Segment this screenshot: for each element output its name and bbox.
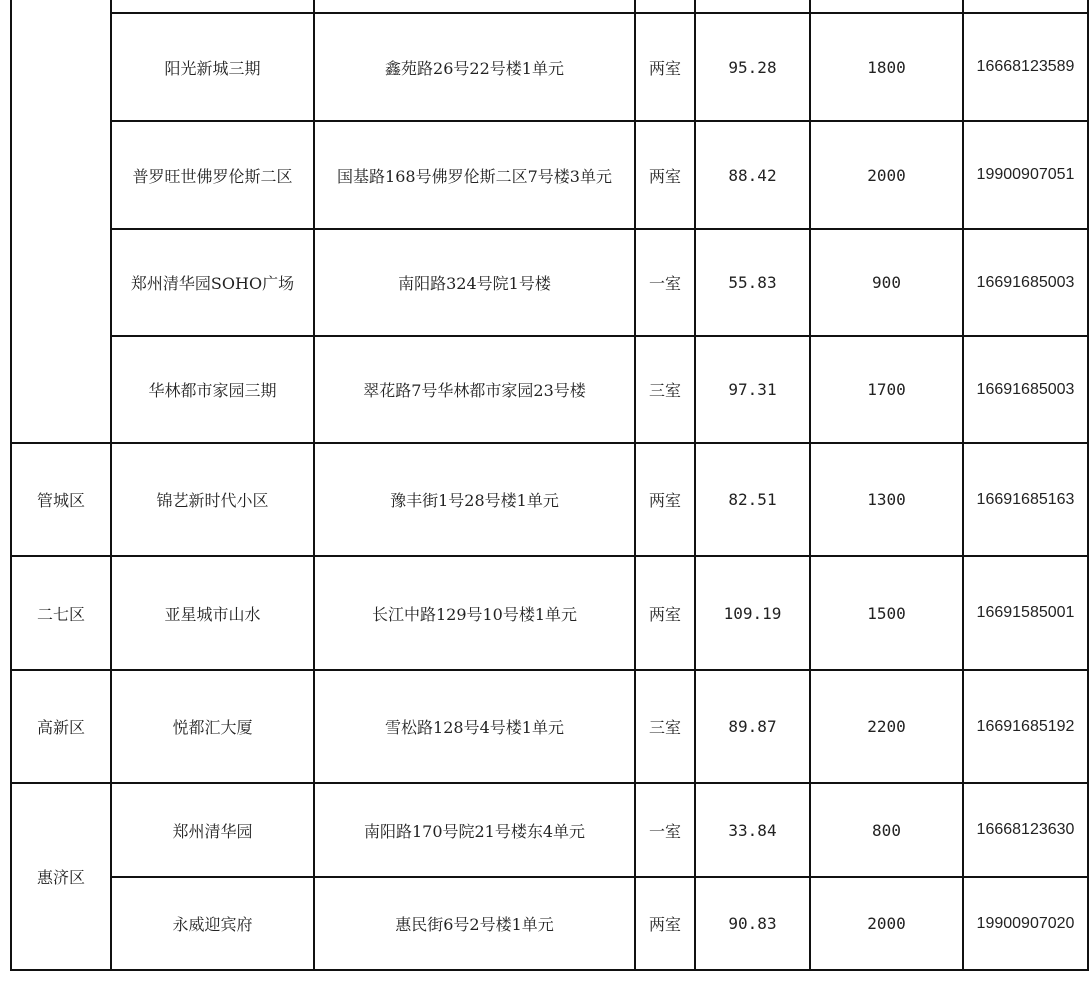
address-cell: 翠花路7号华林都市家园23号楼 (314, 336, 635, 443)
phone-cell: 16691685192 (963, 670, 1088, 783)
area-cell: 95.28 (695, 13, 810, 121)
phone-cell: 16691585001 (963, 556, 1088, 670)
table-row (11, 556, 1088, 670)
layout-cell: 一室 (635, 783, 695, 877)
district-cell: 管城区 (11, 443, 111, 556)
address-cell: 鑫苑路26号22号楼1单元 (314, 13, 635, 121)
complex-cell: 悦都汇大厦 (111, 670, 314, 783)
area-cell: 90.83 (695, 877, 810, 970)
layout-cell: 两室 (635, 121, 695, 229)
complex-cell: 郑州清华园 (111, 783, 314, 877)
district-cell: 二七区 (11, 556, 111, 670)
rent-cell: 800 (810, 783, 963, 877)
complex-cell: 普罗旺世佛罗伦斯二区 (111, 121, 314, 229)
phone-cell (963, 0, 1088, 13)
layout-cell: 两室 (635, 877, 695, 970)
district-cell (11, 0, 111, 443)
rent-cell: 1300 (810, 443, 963, 556)
complex-cell: 亚星城市山水 (111, 556, 314, 670)
rental-listings-table (10, 0, 1089, 971)
rent-cell: 2200 (810, 670, 963, 783)
table-row (11, 229, 1088, 336)
complex-cell (111, 0, 314, 13)
rent-cell: 900 (810, 229, 963, 336)
complex-cell: 郑州清华园SOHO广场 (111, 229, 314, 336)
address-cell: 国基路168号佛罗伦斯二区7号楼3单元 (314, 121, 635, 229)
table-row (11, 443, 1088, 556)
table-row (11, 13, 1088, 121)
address-cell: 雪松路128号4号楼1单元 (314, 670, 635, 783)
rent-cell: 1500 (810, 556, 963, 670)
rent-cell: 2000 (810, 121, 963, 229)
address-cell: 惠民街6号2号楼1单元 (314, 877, 635, 970)
rent-cell: 1800 (810, 13, 963, 121)
complex-cell: 阳光新城三期 (111, 13, 314, 121)
address-cell (314, 0, 635, 13)
table-row (11, 336, 1088, 443)
complex-cell: 锦艺新时代小区 (111, 443, 314, 556)
district-cell: 惠济区 (11, 783, 111, 970)
table-row (11, 121, 1088, 229)
address-cell: 长江中路129号10号楼1单元 (314, 556, 635, 670)
rent-cell (810, 0, 963, 13)
address-cell: 南阳路170号院21号楼东4单元 (314, 783, 635, 877)
area-cell: 89.87 (695, 670, 810, 783)
phone-cell: 19900907051 (963, 121, 1088, 229)
address-cell: 豫丰街1号28号楼1单元 (314, 443, 635, 556)
phone-cell: 16691685003 (963, 229, 1088, 336)
phone-cell: 16691685163 (963, 443, 1088, 556)
area-cell (695, 0, 810, 13)
complex-cell: 永威迎宾府 (111, 877, 314, 970)
table-row (11, 670, 1088, 783)
layout-cell: 两室 (635, 443, 695, 556)
layout-cell (635, 0, 695, 13)
layout-cell: 一室 (635, 229, 695, 336)
layout-cell: 两室 (635, 556, 695, 670)
area-cell: 109.19 (695, 556, 810, 670)
complex-cell: 华林都市家园三期 (111, 336, 314, 443)
area-cell: 55.83 (695, 229, 810, 336)
rent-cell: 1700 (810, 336, 963, 443)
phone-cell: 16691685003 (963, 336, 1088, 443)
area-cell: 33.84 (695, 783, 810, 877)
layout-cell: 三室 (635, 670, 695, 783)
table-row (11, 877, 1088, 970)
layout-cell: 三室 (635, 336, 695, 443)
area-cell: 97.31 (695, 336, 810, 443)
table-row (11, 783, 1088, 877)
phone-cell: 16668123589 (963, 13, 1088, 121)
address-cell: 南阳路324号院1号楼 (314, 229, 635, 336)
layout-cell: 两室 (635, 13, 695, 121)
phone-cell: 16668123630 (963, 783, 1088, 877)
area-cell: 88.42 (695, 121, 810, 229)
district-cell: 高新区 (11, 670, 111, 783)
area-cell: 82.51 (695, 443, 810, 556)
table-row-cut-off (11, 0, 1088, 13)
rent-cell: 2000 (810, 877, 963, 970)
phone-cell: 19900907020 (963, 877, 1088, 970)
